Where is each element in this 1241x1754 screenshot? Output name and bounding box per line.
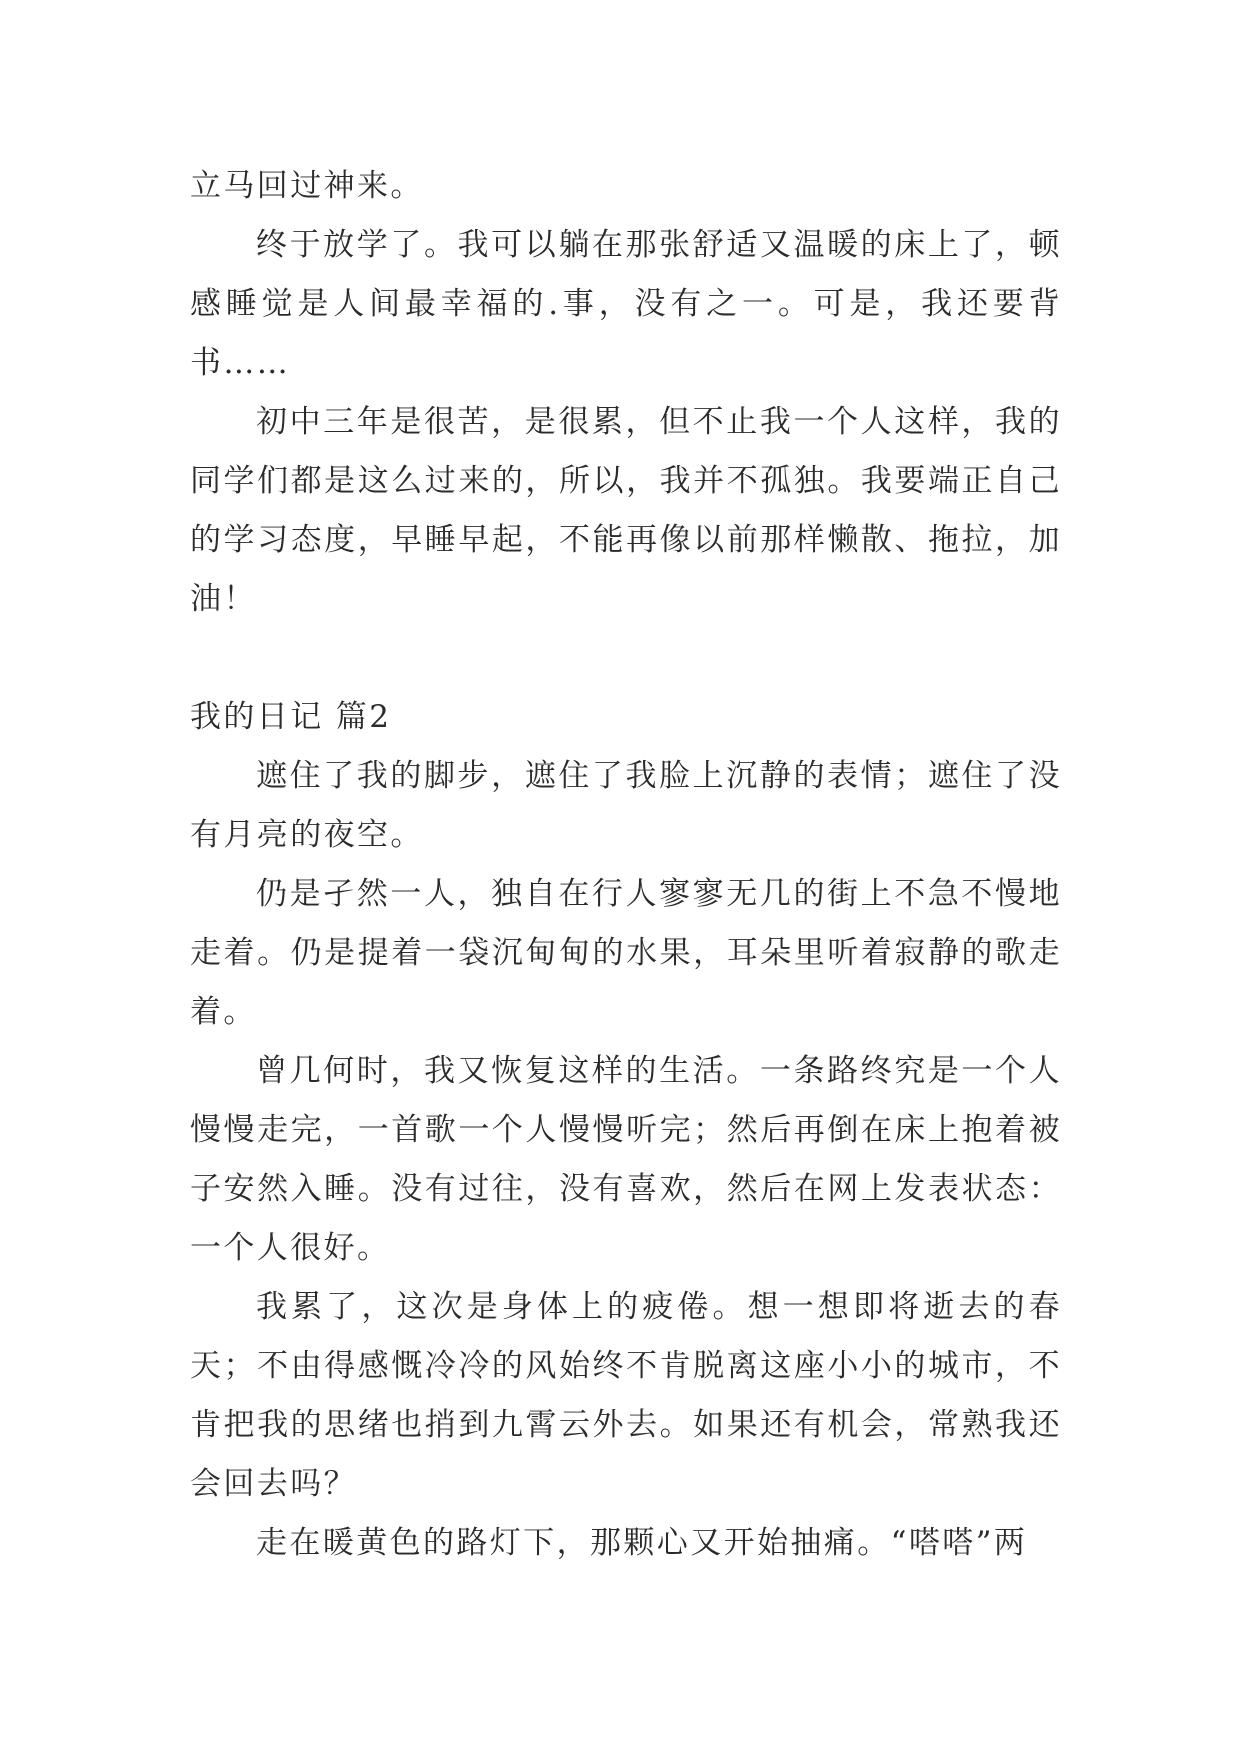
- paragraph: 遮住了我的脚步，遮住了我脸上沉静的表情；遮住了没有月亮的夜空。: [190, 758, 1062, 853]
- paragraph: 走在暖黄色的路灯下，那颗心又开始抽痛。“嗒嗒”两: [256, 1525, 1028, 1561]
- paragraph: 初中三年是很苦，是很累，但不止我一个人这样，我的同学们都是这么过来的，所以，我并不孤独。我要端正自己的学习态度，早睡早起，不能再像以前那样懒散、拖拉，加油！: [190, 404, 1062, 617]
- document-body: [190, 157, 1062, 1573]
- paragraph-continued: 立马回过神来。: [190, 168, 424, 204]
- paragraph: 曾几何时，我又恢复这样的生活。一条路终究是一个人慢慢走完，一首歌一个人慢慢听完；然后再倒在床上抱着被子安然入睡。没有过往，没有喜欢，然后在网上发表状态：一个人很好。: [190, 1053, 1062, 1266]
- section-heading: 我的日记 篇2: [190, 699, 392, 735]
- paragraph: 仍是孑然一人，独自在行人寥寥无几的街上不急不慢地走着。仍是提着一袋沉甸甸的水果，耳朵里听着寂静的歌走着。: [190, 876, 1062, 1030]
- section-spacer: [190, 629, 1062, 688]
- paragraph: 终于放学了。我可以躺在那张舒适又温暖的床上了，顿感睡觉是人间最幸福的.事，没有之一。可是，我还要背书……: [190, 227, 1062, 381]
- paragraph: 我累了，这次是身体上的疲倦。想一想即将逝去的春天；不由得感慨冷冷的风始终不肯脱离这座小小的城市，不肯把我的思绪也捎到九霄云外去。如果还有机会，常熟我还会回去吗？: [190, 1289, 1062, 1502]
